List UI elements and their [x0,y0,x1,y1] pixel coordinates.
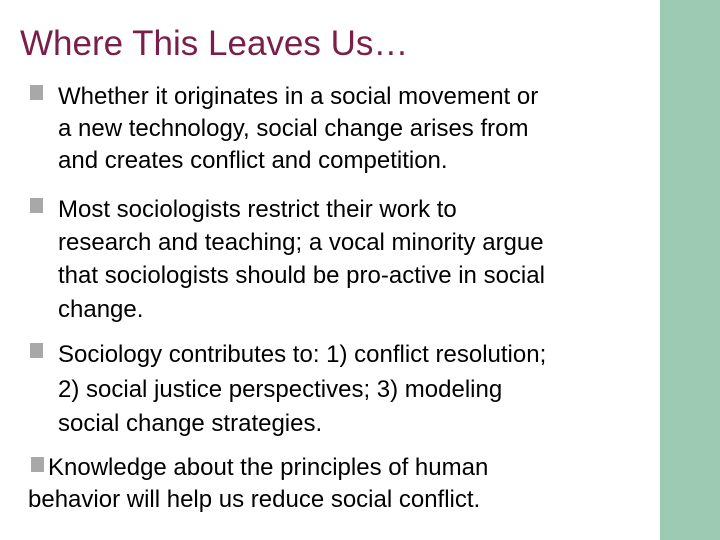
bullet-line: Whether it originates in a social movement or [58,83,539,110]
bullet-line: Most sociologists restrict their work to [58,196,457,223]
square-bullet-icon [30,343,43,358]
bullet-line: a new technology, social change arises from [58,115,529,142]
bullet-line: 2) social justice perspectives; 3) modeling [58,376,503,403]
closing-line: Knowledge about the principles of human [48,454,489,481]
bullet-line: Sociology contributes to: 1) conflict resolution; [58,341,547,368]
side-accent-band [660,0,720,540]
bullet-line: research and teaching; a vocal minority argue [58,229,544,256]
square-bullet-icon [30,198,43,213]
bullet-line: social change strategies. [58,410,323,437]
closing-statement [20,452,655,522]
closing-line: behavior will help us reduce social conflict. [28,486,481,513]
bullet-line: change. [58,296,144,323]
bullet-line: that sociologists should be pro-active in social [58,262,545,289]
slide-title: Where This Leaves Us… [20,24,409,63]
bullet-line: and creates conflict and competition. [58,147,448,174]
square-bullet-icon [31,457,44,472]
square-bullet-icon [30,85,43,100]
